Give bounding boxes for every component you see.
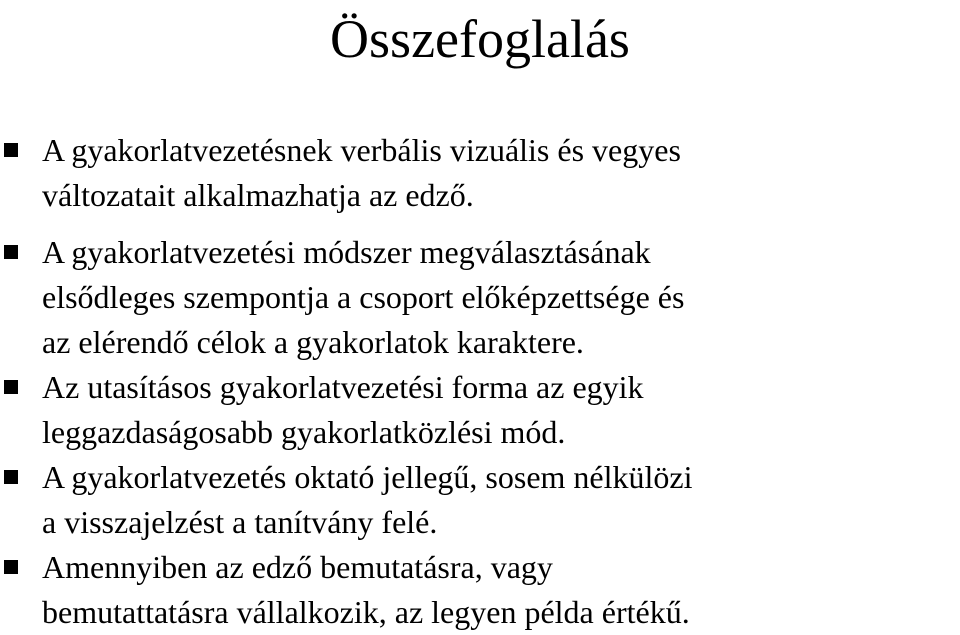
bullet-line: A gyakorlatvezetés oktató jellegű, sosem nélkülözi [42,459,693,495]
bullet-item-3 [0,365,960,455]
bullet-line: leggazdaságosabb gyakorlatközlési mód. [42,414,566,450]
bullet-line: A gyakorlatvezetésnek verbális vizuális és vegyes [42,132,681,168]
bullet-line: elsődleges szempontja a csoport előképzettsége és [42,279,685,315]
bullet-item-2 [0,230,960,365]
square-bullet-icon [4,245,18,259]
square-bullet-icon [4,380,18,394]
bullet-item-5 [0,545,960,635]
bullet-line: Amennyiben az edző bemutatásra, vagy [42,549,553,585]
bullet-line: a visszajelzést a tanítvány felé. [42,504,438,540]
slide-title: Összefoglalás [330,9,630,69]
bullet-item-1 [0,128,960,218]
square-bullet-icon [4,470,18,484]
bullet-line: az elérendő célok a gyakorlatok karaktere. [42,324,584,360]
bullet-line: változatait alkalmazhatja az edző. [42,177,474,213]
square-bullet-icon [4,143,18,157]
bullet-line: bemutattatásra vállalkozik, az legyen példa értékű. [42,594,690,630]
bullet-line: A gyakorlatvezetési módszer megválasztásának [42,234,651,270]
bullet-item-4 [0,455,960,545]
bullet-line: Az utasításos gyakorlatvezetési forma az egyik [42,369,644,405]
bullet-list [0,128,960,635]
square-bullet-icon [4,560,18,574]
